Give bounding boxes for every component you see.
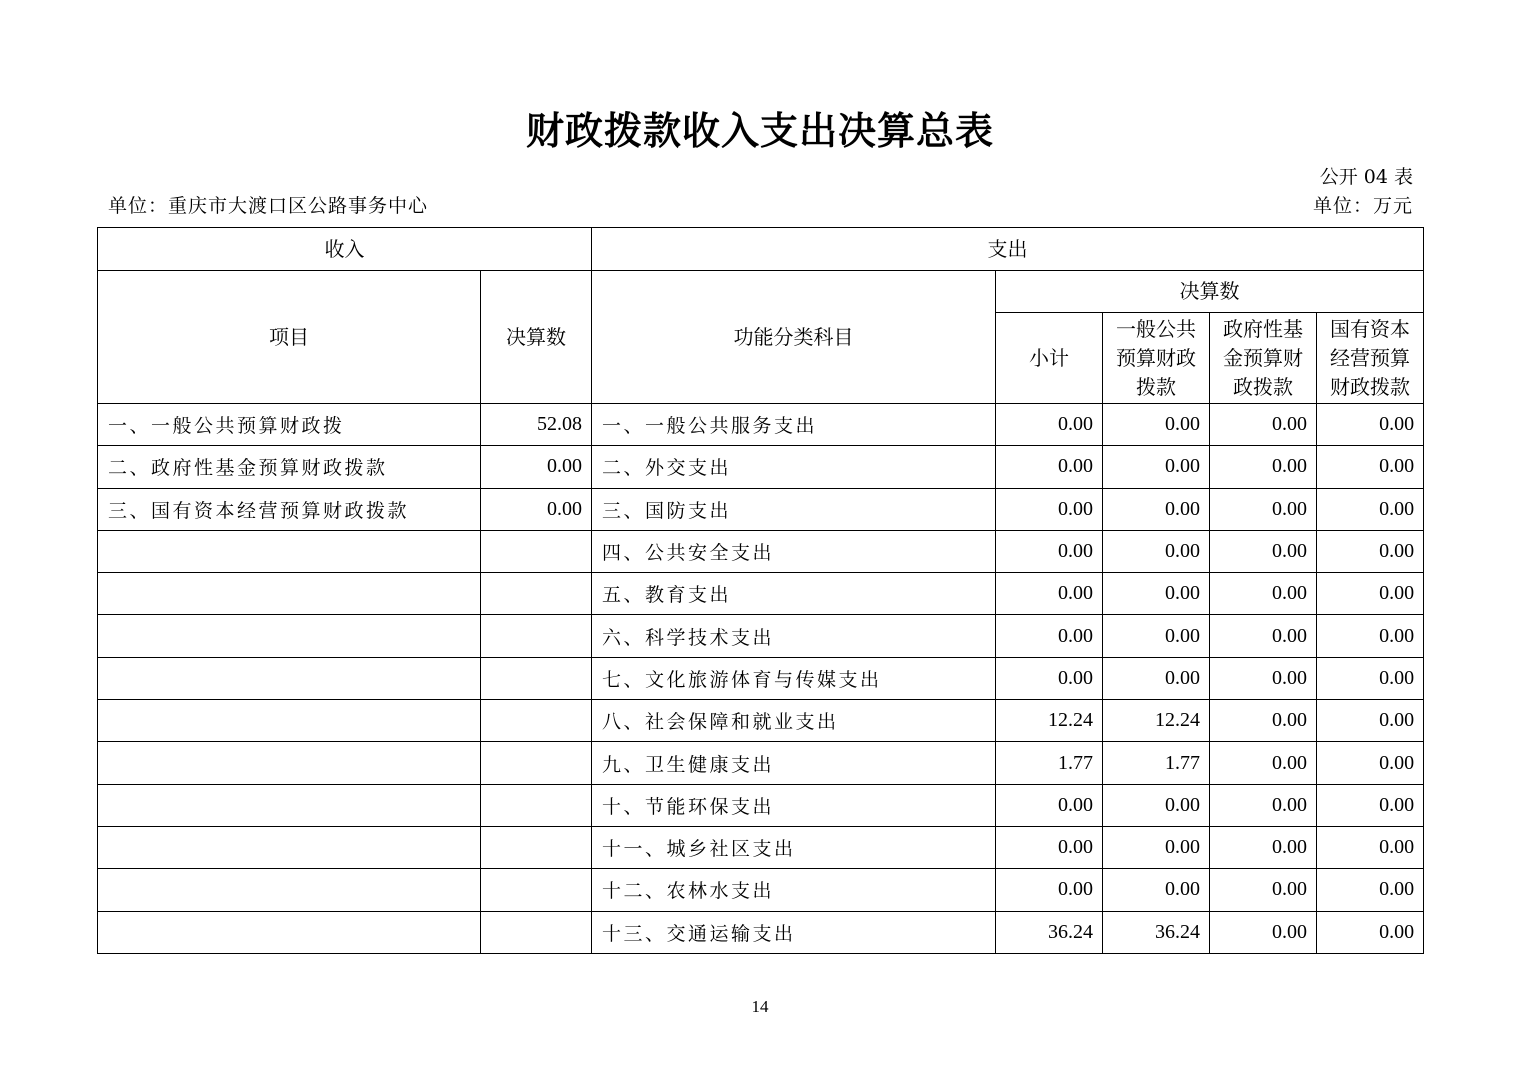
general-budget-cell: 0.00	[1103, 826, 1210, 868]
income-amount-cell	[481, 784, 592, 826]
expense-category-cell: 七、文化旅游体育与传媒支出	[592, 657, 996, 699]
state-capital-cell: 0.00	[1317, 869, 1424, 911]
subtotal-cell: 0.00	[996, 446, 1103, 488]
state-capital-cell: 0.00	[1317, 657, 1424, 699]
general-budget-cell: 0.00	[1103, 488, 1210, 530]
general-budget-header: 一般公共预算财政拨款	[1103, 313, 1210, 404]
income-header: 收入	[98, 228, 592, 271]
income-item-cell	[98, 826, 481, 868]
subtotal-header: 小计	[996, 313, 1103, 404]
expense-category-cell: 十二、农林水支出	[592, 869, 996, 911]
income-item-cell	[98, 657, 481, 699]
function-category-header: 功能分类科目	[592, 271, 996, 404]
gov-fund-cell: 0.00	[1210, 657, 1317, 699]
gov-fund-header: 政府性基金预算财政拨款	[1210, 313, 1317, 404]
gov-fund-cell: 0.00	[1210, 446, 1317, 488]
subtotal-cell: 0.00	[996, 530, 1103, 572]
table-row	[98, 488, 1424, 530]
state-capital-cell: 0.00	[1317, 784, 1424, 826]
state-capital-cell: 0.00	[1317, 530, 1424, 572]
expense-category-cell: 一、一般公共服务支出	[592, 404, 996, 446]
final-amount-header: 决算数	[996, 271, 1424, 313]
general-budget-cell: 0.00	[1103, 530, 1210, 572]
income-amount-header: 决算数	[481, 271, 592, 404]
income-item-cell: 三、国有资本经营预算财政拨款	[98, 488, 481, 530]
gov-fund-cell: 0.00	[1210, 530, 1317, 572]
state-capital-cell: 0.00	[1317, 404, 1424, 446]
expense-category-cell: 十三、交通运输支出	[592, 911, 996, 953]
state-capital-cell: 0.00	[1317, 615, 1424, 657]
expense-category-cell: 三、国防支出	[592, 488, 996, 530]
table-row	[98, 573, 1424, 615]
subtotal-cell: 36.24	[996, 911, 1103, 953]
income-item-cell: 二、政府性基金预算财政拨款	[98, 446, 481, 488]
general-budget-cell: 0.00	[1103, 615, 1210, 657]
table-row	[98, 784, 1424, 826]
table-row	[98, 826, 1424, 868]
income-item-cell	[98, 869, 481, 911]
general-budget-cell: 12.24	[1103, 700, 1210, 742]
state-capital-cell: 0.00	[1317, 742, 1424, 784]
subtotal-cell: 0.00	[996, 784, 1103, 826]
general-budget-cell: 0.00	[1103, 573, 1210, 615]
gov-fund-cell: 0.00	[1210, 742, 1317, 784]
general-budget-cell: 0.00	[1103, 446, 1210, 488]
expense-category-cell: 十一、城乡社区支出	[592, 826, 996, 868]
income-amount-cell	[481, 700, 592, 742]
state-capital-cell: 0.00	[1317, 700, 1424, 742]
subtotal-cell: 0.00	[996, 573, 1103, 615]
income-amount-cell: 0.00	[481, 488, 592, 530]
expense-header: 支出	[592, 228, 1424, 271]
form-number: 公开 04 表	[1319, 166, 1413, 188]
currency-unit: 单位：万元	[1312, 195, 1413, 217]
table-row	[98, 530, 1424, 572]
expense-category-cell: 六、科学技术支出	[592, 615, 996, 657]
state-capital-header: 国有资本经营预算财政拨款	[1317, 313, 1424, 404]
item-header: 项目	[98, 271, 481, 404]
report-title: 财政拨款收入支出决算总表	[525, 109, 994, 153]
budget-table	[97, 227, 1424, 954]
subtotal-cell: 1.77	[996, 742, 1103, 784]
expense-category-cell: 十、节能环保支出	[592, 784, 996, 826]
income-amount-cell	[481, 742, 592, 784]
income-amount-cell: 0.00	[481, 446, 592, 488]
organization-unit: 单位：重庆市大渡口区公路事务中心	[108, 195, 429, 217]
income-item-cell	[98, 742, 481, 784]
subtotal-cell: 0.00	[996, 404, 1103, 446]
gov-fund-cell: 0.00	[1210, 573, 1317, 615]
gov-fund-cell: 0.00	[1210, 784, 1317, 826]
table-row	[98, 911, 1424, 953]
income-amount-cell	[481, 530, 592, 572]
income-item-cell	[98, 911, 481, 953]
subtotal-cell: 0.00	[996, 869, 1103, 911]
income-item-cell: 一、一般公共预算财政拨	[98, 404, 481, 446]
gov-fund-cell: 0.00	[1210, 404, 1317, 446]
expense-category-cell: 二、外交支出	[592, 446, 996, 488]
subtotal-cell: 0.00	[996, 488, 1103, 530]
income-amount-cell	[481, 573, 592, 615]
income-item-cell	[98, 700, 481, 742]
table-row	[98, 446, 1424, 488]
table-row	[98, 869, 1424, 911]
gov-fund-cell: 0.00	[1210, 615, 1317, 657]
income-amount-cell	[481, 657, 592, 699]
general-budget-cell: 0.00	[1103, 869, 1210, 911]
table-row	[98, 615, 1424, 657]
expense-category-cell: 四、公共安全支出	[592, 530, 996, 572]
page-number: 14	[751, 997, 769, 1016]
gov-fund-cell: 0.00	[1210, 826, 1317, 868]
income-amount-cell	[481, 911, 592, 953]
income-item-cell	[98, 573, 481, 615]
general-budget-cell: 0.00	[1103, 404, 1210, 446]
state-capital-cell: 0.00	[1317, 488, 1424, 530]
gov-fund-cell: 0.00	[1210, 911, 1317, 953]
state-capital-cell: 0.00	[1317, 573, 1424, 615]
general-budget-cell: 36.24	[1103, 911, 1210, 953]
table-row	[98, 700, 1424, 742]
general-budget-cell: 0.00	[1103, 784, 1210, 826]
income-item-cell	[98, 615, 481, 657]
table-row	[98, 657, 1424, 699]
state-capital-cell: 0.00	[1317, 826, 1424, 868]
general-budget-cell: 0.00	[1103, 657, 1210, 699]
state-capital-cell: 0.00	[1317, 446, 1424, 488]
income-amount-cell	[481, 869, 592, 911]
gov-fund-cell: 0.00	[1210, 869, 1317, 911]
subtotal-cell: 0.00	[996, 615, 1103, 657]
gov-fund-cell: 0.00	[1210, 488, 1317, 530]
expense-category-cell: 五、教育支出	[592, 573, 996, 615]
table-row	[98, 742, 1424, 784]
expense-category-cell: 九、卫生健康支出	[592, 742, 996, 784]
gov-fund-cell: 0.00	[1210, 700, 1317, 742]
table-row	[98, 404, 1424, 446]
income-item-cell	[98, 530, 481, 572]
subtotal-cell: 0.00	[996, 826, 1103, 868]
subtotal-cell: 0.00	[996, 657, 1103, 699]
income-amount-cell	[481, 826, 592, 868]
subtotal-cell: 12.24	[996, 700, 1103, 742]
income-amount-cell: 52.08	[481, 404, 592, 446]
income-item-cell	[98, 784, 481, 826]
income-amount-cell	[481, 615, 592, 657]
state-capital-cell: 0.00	[1317, 911, 1424, 953]
general-budget-cell: 1.77	[1103, 742, 1210, 784]
expense-category-cell: 八、社会保障和就业支出	[592, 700, 996, 742]
